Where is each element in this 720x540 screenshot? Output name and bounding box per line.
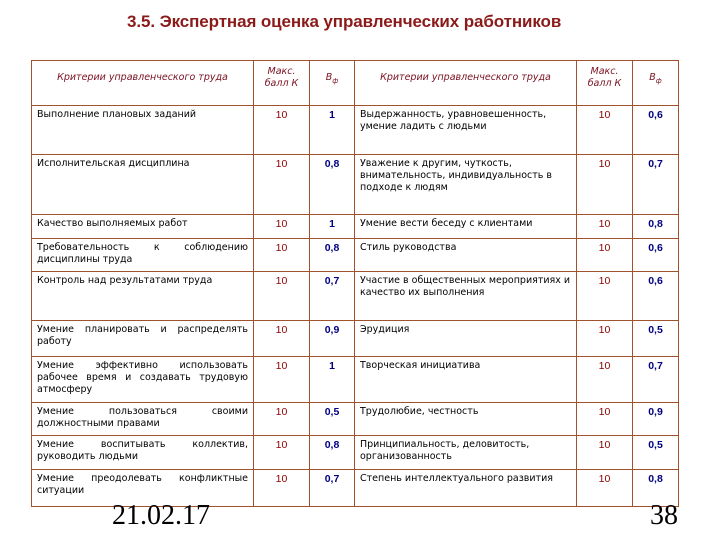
table-row <box>32 321 679 357</box>
criterion-right: Умение вести беседу с клиентами <box>355 215 577 239</box>
max-score-right: 10 <box>577 155 633 215</box>
max-score-left: 10 <box>254 155 310 215</box>
coefficient-left: 0,8 <box>310 155 355 215</box>
coefficient-right: 0,5 <box>633 436 679 470</box>
criterion-left: Качество выполняемых работ <box>32 215 254 239</box>
max-score-left: 10 <box>254 470 310 507</box>
header-max-left: Макс. балл К <box>254 61 310 106</box>
coefficient-right: 0,6 <box>633 272 679 321</box>
coefficient-left: 0,8 <box>310 436 355 470</box>
coefficient-left: 0,8 <box>310 239 355 272</box>
coefficient-right: 0,7 <box>633 357 679 403</box>
criterion-left: Исполнительская дисциплина <box>32 155 254 215</box>
criterion-right: Степень интеллектуального развития <box>355 470 577 507</box>
coefficient-left: 0,9 <box>310 321 355 357</box>
header-criteria-right: Критерии управленческого труда <box>355 61 577 106</box>
max-score-right: 10 <box>577 106 633 155</box>
criterion-left: Умение планировать и распределять работу <box>32 321 254 357</box>
max-score-right: 10 <box>577 239 633 272</box>
criterion-left: Умение воспитывать коллектив, руководить людьми <box>32 436 254 470</box>
max-score-right: 10 <box>577 272 633 321</box>
table-row <box>32 357 679 403</box>
max-score-left: 10 <box>254 357 310 403</box>
max-score-left: 10 <box>254 239 310 272</box>
header-coef-left: $В_ф$ <box>310 61 355 106</box>
criterion-left: Умение преодолевать конфликтные ситуации <box>32 470 254 507</box>
max-score-right: 10 <box>577 215 633 239</box>
max-score-right: 10 <box>577 436 633 470</box>
criterion-right: Стиль руководства <box>355 239 577 272</box>
criterion-right: Выдержанность, уравновешенность, умение ладить с людьми <box>355 106 577 155</box>
coefficient-right: 0,9 <box>633 403 679 436</box>
evaluation-table <box>31 60 679 507</box>
max-score-left: 10 <box>254 272 310 321</box>
coefficient-right: 0,5 <box>633 321 679 357</box>
table-header-row <box>32 61 679 106</box>
max-score-right: 10 <box>577 321 633 357</box>
table-row <box>32 403 679 436</box>
coefficient-right: 0,8 <box>633 215 679 239</box>
coefficient-right: 0,8 <box>633 470 679 507</box>
coefficient-left: 0,7 <box>310 272 355 321</box>
criterion-right: Участие в общественных мероприятиях и качество их выполнения <box>355 272 577 321</box>
criterion-right: Трудолюбие, честность <box>355 403 577 436</box>
table-row <box>32 239 679 272</box>
coefficient-left: 0,7 <box>310 470 355 507</box>
criterion-left: Выполнение плановых заданий <box>32 106 254 155</box>
criterion-left: Умение пользоваться своими должностными правами <box>32 403 254 436</box>
coefficient-left: 1 <box>310 357 355 403</box>
footer-date: 21.02.17 <box>112 500 210 531</box>
coefficient-right: 0,6 <box>633 239 679 272</box>
page-title: 3.5. Экспертная оценка управленческих работников <box>127 12 562 31</box>
coefficient-right: 0,6 <box>633 106 679 155</box>
coefficient-left: 1 <box>310 106 355 155</box>
coefficient-left: 1 <box>310 215 355 239</box>
header-max-right: Макс. балл К <box>577 61 633 106</box>
max-score-left: 10 <box>254 215 310 239</box>
max-score-left: 10 <box>254 321 310 357</box>
max-score-right: 10 <box>577 357 633 403</box>
max-score-right: 10 <box>577 470 633 507</box>
table-row <box>32 272 679 321</box>
table-row <box>32 436 679 470</box>
table-row <box>32 215 679 239</box>
table-row <box>32 155 679 215</box>
max-score-right: 10 <box>577 403 633 436</box>
criterion-right: Уважение к другим, чуткость, внимательность, индивидуальность в подходе к людям <box>355 155 577 215</box>
criterion-left: Умение эффективно использовать рабочее время и создавать трудовую атмосферу <box>32 357 254 403</box>
criterion-left: Требовательность к соблюдению дисциплины труда <box>32 239 254 272</box>
max-score-left: 10 <box>254 436 310 470</box>
header-coef-right: $В_ф$ <box>633 61 679 106</box>
criterion-right: Принципиальность, деловитость, организованность <box>355 436 577 470</box>
coefficient-right: 0,7 <box>633 155 679 215</box>
page-number: 38 <box>650 500 678 531</box>
coefficient-left: 0,5 <box>310 403 355 436</box>
max-score-left: 10 <box>254 403 310 436</box>
header-criteria-left: Критерии управленческого труда <box>32 61 254 106</box>
criterion-left: Контроль над результатами труда <box>32 272 254 321</box>
table-row <box>32 106 679 155</box>
criterion-right: Эрудиция <box>355 321 577 357</box>
criterion-right: Творческая инициатива <box>355 357 577 403</box>
max-score-left: 10 <box>254 106 310 155</box>
